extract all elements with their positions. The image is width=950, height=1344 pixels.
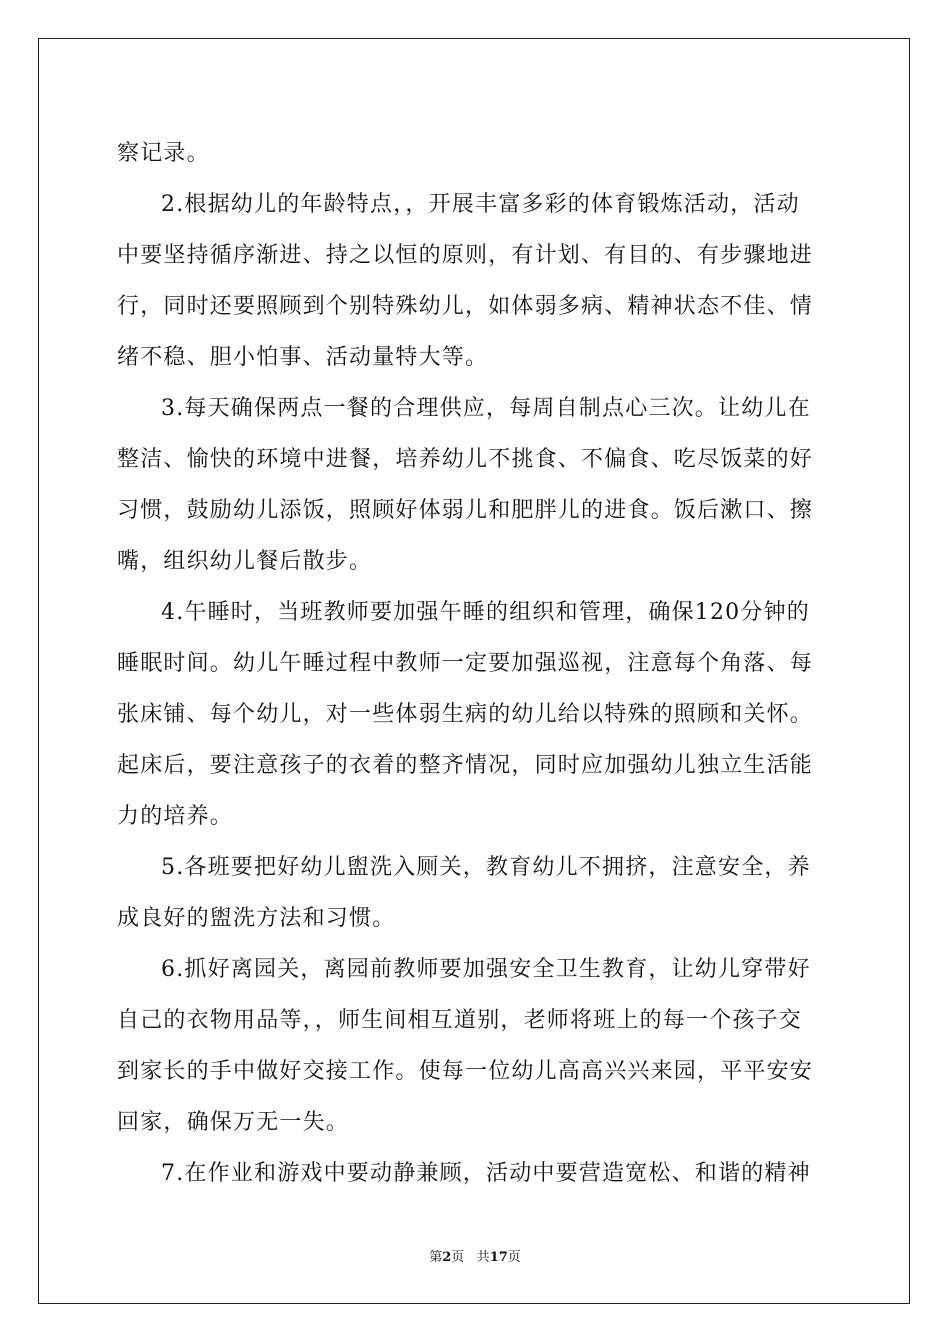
paragraph bbox=[117, 128, 833, 179]
document-body bbox=[117, 128, 833, 1199]
text-line: 3.每天确保两点一餐的合理供应，每周自制点心三次。让幼儿在 bbox=[161, 396, 811, 421]
text-line: 5.各班要把好幼儿盥洗入厕关，教育幼儿不拥挤，注意安全，养 bbox=[161, 855, 811, 880]
paragraph bbox=[117, 587, 833, 842]
text-line: 自己的衣物用品等，，师生间相互道别，老师将班上的每一个孩子交 bbox=[117, 1008, 803, 1033]
text-line: 7.在作业和游戏中要动静兼顾，活动中要营造宽松、和谐的精神 bbox=[161, 1161, 811, 1186]
text-line: 习惯，鼓励幼儿添饭，照顾好体弱儿和肥胖儿的进食。饭后漱口、擦 bbox=[117, 498, 814, 523]
text-line: 成良好的盥洗方法和习惯。 bbox=[117, 906, 396, 931]
text-line: 起床后，要注意孩子的衣着的整齐情况，同时应加强幼儿独立生活能 bbox=[117, 753, 814, 778]
text-line: 力的培养。 bbox=[117, 804, 234, 829]
text-line: 行，同时还要照顾到个别特殊幼儿，如体弱多病、精神状态不佳、情 bbox=[117, 294, 814, 319]
text-line: 6.抓好离园关，离园前教师要加强安全卫生教育，让幼儿穿带好 bbox=[161, 957, 811, 982]
page-suffix: 页 bbox=[451, 1250, 465, 1265]
text-line: 4.午睡时，当班教师要加强午睡的组织和管理，确保120分钟的 bbox=[161, 600, 810, 625]
text-line: 整洁、愉快的环境中进餐，培养幼儿不挑食、不偏食、吃尽饭菜的好 bbox=[117, 447, 814, 472]
text-line: 绪不稳、胆小怕事、活动量特大等。 bbox=[117, 345, 489, 370]
text-line: 到家长的手中做好交接工作。使每一位幼儿高高兴兴来园，平平安安 bbox=[117, 1059, 814, 1084]
paragraph bbox=[117, 383, 833, 587]
total-pages: 17 bbox=[489, 1250, 508, 1265]
paragraph bbox=[117, 842, 833, 944]
total-prefix: 共 bbox=[476, 1250, 490, 1265]
page-prefix: 第 bbox=[429, 1250, 443, 1265]
paragraph bbox=[117, 944, 833, 1148]
text-line: 睡眠时间。幼儿午睡过程中教师一定要加强巡视，注意每个角落、每 bbox=[117, 651, 814, 676]
total-suffix: 页 bbox=[507, 1250, 521, 1265]
paragraph bbox=[117, 1148, 833, 1199]
page-number: 2 bbox=[442, 1250, 452, 1265]
text-line: 察记录。 bbox=[117, 141, 210, 166]
text-line: 张床铺、每个幼儿，对一些体弱生病的幼儿给以特殊的照顾和关怀。 bbox=[117, 702, 814, 727]
text-line: 嘴，组织幼儿餐后散步。 bbox=[117, 549, 373, 574]
text-line: 回家，确保万无一失。 bbox=[117, 1110, 350, 1135]
text-line: 2.根据幼儿的年龄特点，，开展丰富多彩的体育锻炼活动，活动 bbox=[161, 192, 800, 217]
page-footer bbox=[0, 1246, 950, 1265]
text-line: 中要坚持循序渐进、持之以恒的原则，有计划、有目的、有步骤地进 bbox=[117, 243, 814, 268]
paragraph bbox=[117, 179, 833, 383]
